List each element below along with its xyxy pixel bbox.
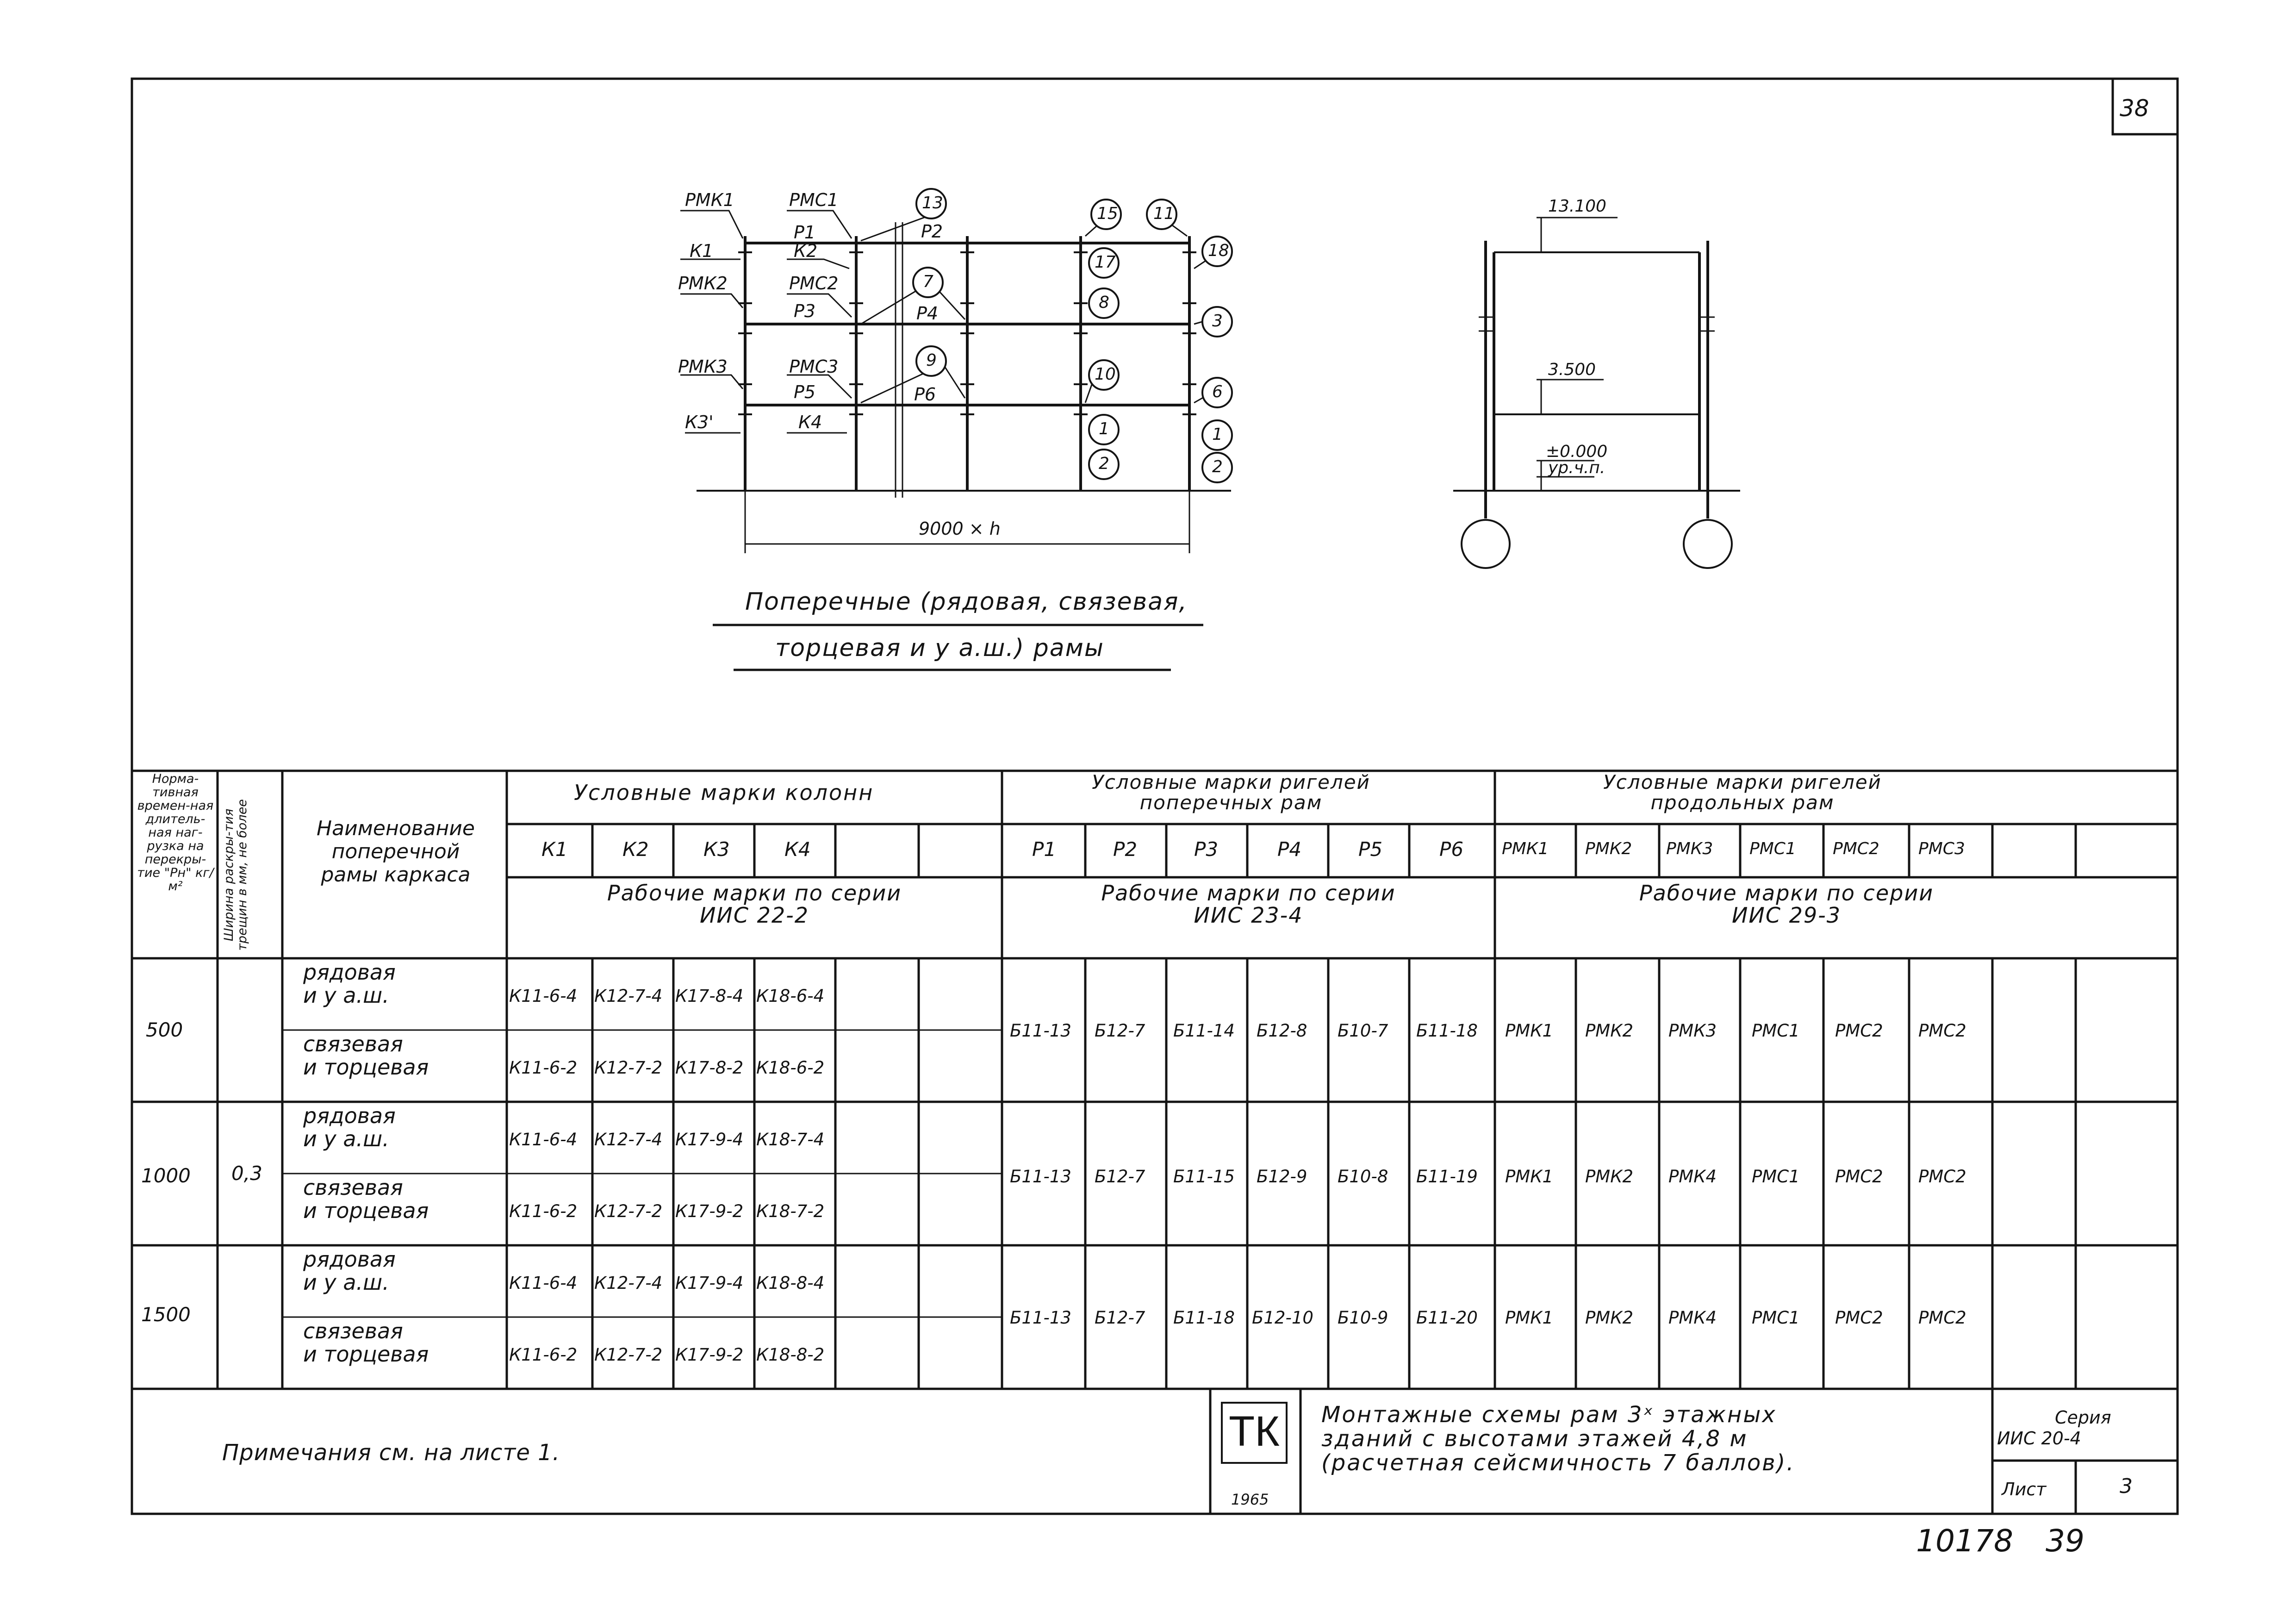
sheet-title-1: Монтажные схемы рам 3ˣ этажных bbox=[1321, 1402, 1777, 1428]
frame-name bbox=[303, 1104, 396, 1150]
callout-1a: 1 bbox=[1099, 419, 1109, 438]
col-k3: К17-9-4 bbox=[675, 1273, 744, 1293]
sheet-corner-number: 38 bbox=[2120, 95, 2149, 122]
label-p6: Р6 bbox=[914, 384, 936, 405]
frame-name-1: связевая bbox=[303, 1175, 403, 1200]
col-k2: К12-7-4 bbox=[594, 1273, 663, 1293]
frame-name bbox=[303, 1248, 396, 1294]
frame-name-1: рядовая bbox=[303, 1103, 396, 1128]
long-pmk1: РМК1 bbox=[1505, 1021, 1554, 1041]
series-cross-a: Рабочие марки по серии bbox=[1101, 881, 1396, 906]
group-cross-beams-title: Условные марки ригелей поперечных рам bbox=[1092, 771, 1370, 814]
code-p2: Р2 bbox=[1113, 838, 1138, 861]
cross-p3: Б11-14 bbox=[1173, 1021, 1235, 1041]
series-columns bbox=[509, 882, 1000, 926]
col-k4: К18-8-4 bbox=[756, 1273, 825, 1293]
cross-p5: Б10-9 bbox=[1338, 1308, 1388, 1328]
long-pmk2: РМК2 bbox=[1585, 1021, 1634, 1041]
code-pmk1: РМК1 bbox=[1502, 839, 1549, 858]
callout-15: 15 bbox=[1097, 204, 1118, 223]
cross-p2: Б12-7 bbox=[1095, 1308, 1145, 1328]
frame-name bbox=[303, 961, 396, 1007]
header-frame-name-2: поперечной bbox=[331, 840, 460, 863]
group-long-beams-title: Условные марки ригелей продольных рам bbox=[1603, 771, 1882, 814]
code-pmk3: РМК3 bbox=[1666, 839, 1713, 858]
cross-p2: Б12-7 bbox=[1095, 1021, 1145, 1041]
label-p5: Р5 bbox=[794, 382, 816, 402]
label-pmc3: РМС3 bbox=[789, 356, 839, 377]
callout-11: 11 bbox=[1153, 204, 1175, 223]
frame-name-2: и у а.ш. bbox=[303, 983, 389, 1008]
col-k2: К12-7-2 bbox=[594, 1058, 663, 1078]
callout-7: 7 bbox=[923, 272, 933, 291]
sheet-title bbox=[1321, 1403, 1795, 1475]
frame-name bbox=[303, 1319, 429, 1366]
long-pmk1: РМК1 bbox=[1505, 1308, 1554, 1328]
code-pmc3: РМС3 bbox=[1918, 839, 1965, 858]
callout-9: 9 bbox=[926, 351, 937, 370]
long-pmc1: РМС1 bbox=[1752, 1308, 1800, 1328]
logo: ТК bbox=[1229, 1408, 1280, 1455]
callout-10: 10 bbox=[1095, 365, 1116, 384]
callout-17: 17 bbox=[1095, 253, 1116, 272]
label-p1: Р1 bbox=[794, 222, 816, 243]
label-pmc1: РМС1 bbox=[789, 190, 839, 210]
series-long-b: ИИС 29-3 bbox=[1732, 903, 1841, 928]
code-k3: К3 bbox=[703, 838, 730, 861]
header-crack-width: Ширина раскры-тия трещин в мм, не более bbox=[222, 799, 249, 951]
col-k3: К17-9-2 bbox=[675, 1201, 744, 1221]
cross-p4: Б12-9 bbox=[1257, 1167, 1307, 1187]
col-k3: К17-8-2 bbox=[675, 1058, 744, 1078]
group-columns-title: Условные марки колонн bbox=[574, 780, 874, 805]
sheet-label: Лист bbox=[2002, 1479, 2047, 1499]
col-k1: К11-6-4 bbox=[509, 986, 578, 1006]
label-k2: К2 bbox=[794, 241, 818, 261]
callout-13: 13 bbox=[922, 194, 943, 212]
col-k1: К11-6-2 bbox=[509, 1058, 578, 1078]
col-k2: К12-7-2 bbox=[594, 1201, 663, 1221]
long-pmc1: РМС1 bbox=[1752, 1167, 1800, 1187]
series-cross-beams bbox=[1004, 882, 1493, 926]
load-value: 500 bbox=[146, 1018, 183, 1041]
cross-p3: Б11-15 bbox=[1173, 1167, 1235, 1187]
frame-name bbox=[303, 1176, 429, 1222]
label-p2: Р2 bbox=[921, 221, 943, 242]
cross-p5: Б10-7 bbox=[1338, 1021, 1388, 1041]
frame-name-1: связевая bbox=[303, 1318, 403, 1343]
series-label: Серия bbox=[2055, 1407, 2111, 1428]
long-pmc2: РМС2 bbox=[1835, 1021, 1883, 1041]
col-k2: К12-7-4 bbox=[594, 1130, 663, 1149]
cross-p5: Б10-8 bbox=[1338, 1167, 1388, 1187]
series-columns-a: Рабочие марки по серии bbox=[607, 881, 902, 906]
label-pmk2: РМК2 bbox=[678, 273, 728, 294]
load-value: 1000 bbox=[141, 1164, 191, 1187]
header-frame-name bbox=[289, 817, 502, 887]
elevation-13100: 13.100 bbox=[1548, 197, 1606, 216]
callout-18: 18 bbox=[1208, 241, 1229, 260]
callout-3: 3 bbox=[1212, 312, 1223, 331]
cross-p2: Б12-7 bbox=[1095, 1167, 1145, 1187]
cross-p1: Б11-13 bbox=[1010, 1308, 1071, 1328]
span-dimension-label: 9000 × h bbox=[919, 518, 1001, 539]
sheet-title-3: (расчетная сейсмичность 7 баллов). bbox=[1321, 1450, 1795, 1476]
series-long-a: Рабочие марки по серии bbox=[1639, 881, 1934, 906]
code-pmc1: РМС1 bbox=[1749, 839, 1796, 858]
long-pmk2: РМК2 bbox=[1585, 1167, 1634, 1187]
label-pmc2: РМС2 bbox=[789, 273, 839, 294]
col-k2: К12-7-4 bbox=[594, 986, 663, 1006]
series-cross-b: ИИС 23-4 bbox=[1194, 903, 1303, 928]
code-p5: Р5 bbox=[1358, 838, 1383, 861]
col-k1: К11-6-2 bbox=[509, 1345, 578, 1365]
code-k4: К4 bbox=[784, 838, 811, 861]
label-p4: Р4 bbox=[916, 303, 939, 324]
header-load: Норма-тивная времен-ная длитель-ная наг-рузка на перекры-тие "Рн" кг/м² bbox=[137, 772, 214, 893]
long-pmc1: РМС1 bbox=[1752, 1021, 1800, 1041]
frame-name-2: и торцевая bbox=[303, 1055, 429, 1080]
code-k2: К2 bbox=[622, 838, 649, 861]
cross-p4: Б12-10 bbox=[1252, 1308, 1313, 1328]
crack-width-value: 0,3 bbox=[231, 1162, 262, 1185]
code-pmk2: РМК2 bbox=[1585, 839, 1632, 858]
cross-p3: Б11-18 bbox=[1173, 1308, 1235, 1328]
long-pmc2: РМС2 bbox=[1835, 1308, 1883, 1328]
col-k4: К18-8-2 bbox=[756, 1345, 825, 1365]
series-long-beams bbox=[1497, 882, 2076, 926]
frame-name-2: и торцевая bbox=[303, 1198, 429, 1223]
page-number: 39 bbox=[2046, 1523, 2084, 1559]
col-k1: К11-6-4 bbox=[509, 1130, 578, 1149]
callout-circles bbox=[913, 189, 1232, 482]
load-value: 1500 bbox=[141, 1303, 191, 1326]
header-frame-name-3: рамы каркаса bbox=[321, 863, 471, 887]
col-k2: К12-7-2 bbox=[594, 1345, 663, 1365]
cross-p1: Б11-13 bbox=[1010, 1167, 1071, 1187]
long-pmk3: РМК4 bbox=[1668, 1308, 1717, 1328]
col-k4: К18-7-2 bbox=[756, 1201, 825, 1221]
footer-note: Примечания см. на листе 1. bbox=[222, 1440, 560, 1466]
code-p3: Р3 bbox=[1194, 838, 1219, 861]
long-pmk2: РМК2 bbox=[1585, 1308, 1634, 1328]
label-pmk1: РМК1 bbox=[685, 190, 734, 210]
sheet-value: 3 bbox=[2120, 1474, 2133, 1498]
long-pmk3: РМК4 bbox=[1668, 1167, 1717, 1187]
code-p4: Р4 bbox=[1277, 838, 1302, 861]
elevation-3500: 3.500 bbox=[1548, 360, 1596, 379]
archive-number: 10178 bbox=[1916, 1523, 2013, 1559]
callout-1b: 1 bbox=[1212, 425, 1223, 444]
label-p3: Р3 bbox=[794, 301, 816, 321]
frame-name-1: рядовая bbox=[303, 1247, 396, 1272]
label-k4: К4 bbox=[798, 412, 822, 432]
callout-2a: 2 bbox=[1099, 454, 1109, 473]
label-pmk3: РМК3 bbox=[678, 356, 728, 377]
long-pmc3: РМС2 bbox=[1918, 1167, 1966, 1187]
col-k4: К18-6-4 bbox=[756, 986, 825, 1006]
col-k1: К11-6-4 bbox=[509, 1273, 578, 1293]
series-value: ИИС 20-4 bbox=[1997, 1428, 2081, 1449]
callout-6: 6 bbox=[1212, 382, 1223, 401]
cross-p4: Б12-8 bbox=[1257, 1021, 1307, 1041]
cross-p6: Б11-19 bbox=[1416, 1167, 1478, 1187]
col-k4: К18-6-2 bbox=[756, 1058, 825, 1078]
label-k1: К1 bbox=[690, 241, 714, 261]
col-k3: К17-9-2 bbox=[675, 1345, 744, 1365]
long-pmk3: РМК3 bbox=[1668, 1021, 1717, 1041]
frame-name-1: связевая bbox=[303, 1031, 403, 1056]
callout-2b: 2 bbox=[1212, 457, 1223, 476]
cross-p6: Б11-18 bbox=[1416, 1021, 1478, 1041]
elevation-diagram bbox=[1453, 218, 1740, 568]
long-pmc2: РМС2 bbox=[1835, 1167, 1883, 1187]
label-k3: К3' bbox=[685, 412, 714, 432]
callout-8: 8 bbox=[1099, 293, 1109, 312]
code-k1: К1 bbox=[541, 838, 568, 861]
cross-p1: Б11-13 bbox=[1010, 1021, 1071, 1041]
elevation-zero: ±0.000 bbox=[1546, 442, 1608, 461]
code-pmc2: РМС2 bbox=[1833, 839, 1879, 858]
sheet-title-2: зданий с высотами этажей 4,8 м bbox=[1321, 1426, 1748, 1452]
col-k3: К17-9-4 bbox=[675, 1130, 744, 1149]
frame-name bbox=[303, 1032, 429, 1079]
year: 1965 bbox=[1231, 1491, 1269, 1508]
diagram-caption-line-1: Поперечные (рядовая, связевая, bbox=[745, 588, 1188, 616]
cross-p6: Б11-20 bbox=[1416, 1308, 1478, 1328]
col-k3: К17-8-4 bbox=[675, 986, 744, 1006]
frame-name-2: и торцевая bbox=[303, 1342, 429, 1367]
diagram-caption-line-2: торцевая и у а.ш.) рамы bbox=[775, 634, 1104, 662]
elevation-floor-level: ур.ч.п. bbox=[1548, 458, 1605, 477]
col-k1: К11-6-2 bbox=[509, 1201, 578, 1221]
code-p1: Р1 bbox=[1032, 838, 1057, 861]
frame-name-1: рядовая bbox=[303, 960, 396, 985]
frame-name-2: и у а.ш. bbox=[303, 1126, 389, 1151]
long-pmc3: РМС2 bbox=[1918, 1021, 1966, 1041]
long-pmk1: РМК1 bbox=[1505, 1167, 1554, 1187]
long-pmc3: РМС2 bbox=[1918, 1308, 1966, 1328]
col-k4: К18-7-4 bbox=[756, 1130, 825, 1149]
series-columns-b: ИИС 22-2 bbox=[700, 903, 809, 928]
header-frame-name-1: Наименование bbox=[317, 817, 475, 840]
code-p6: Р6 bbox=[1439, 838, 1464, 861]
frame-name-2: и у а.ш. bbox=[303, 1270, 389, 1295]
